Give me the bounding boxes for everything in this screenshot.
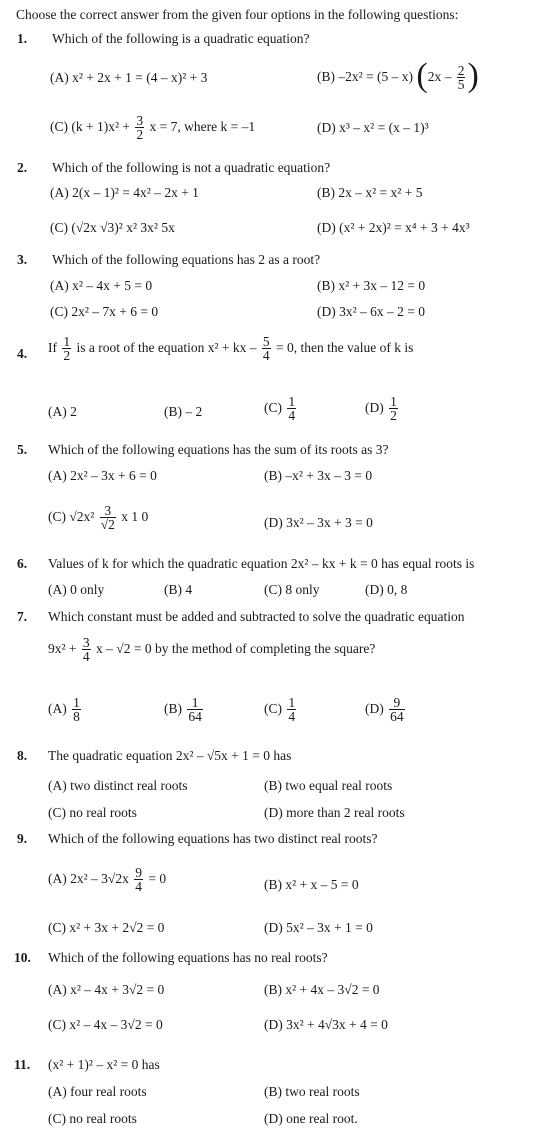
option-b: (B) –x² + 3x – 3 = 0 bbox=[264, 468, 373, 483]
option-a: (A) two distinct real roots bbox=[48, 778, 188, 793]
question-text: Which of the following equations has 2 as a root? bbox=[52, 252, 321, 267]
question-text: Which of the following equations has no real roots? bbox=[48, 950, 328, 965]
question-text: The quadratic equation 2x² – √5x + 1 = 0 has bbox=[48, 748, 292, 763]
option-c: (C) √2x² $\frac{3}{√2}$ x 1 0 bbox=[48, 503, 149, 533]
option-b: (B) x² + 4x – 3√2 = 0 bbox=[264, 982, 380, 997]
question-number: 4. bbox=[17, 346, 28, 361]
option-a: (A) four real roots bbox=[48, 1084, 147, 1099]
option-b: (B) $\frac{1}{64}$ bbox=[164, 695, 202, 725]
option-d: (D) 3x² + 4√3x + 4 = 0 bbox=[264, 1017, 388, 1032]
option-d: (D) (x² + 2x)² = x⁴ + 3 + 4x³ bbox=[317, 220, 470, 235]
option-d: (D) $\frac{1}{2}$ bbox=[365, 394, 397, 424]
question-number: 1. bbox=[17, 31, 28, 46]
option-c: (C) $\frac{1}{4}$ bbox=[264, 394, 296, 424]
question-text: Which constant must be added and subtracted to solve the quadratic equation bbox=[48, 609, 465, 624]
option-d: (D) more than 2 real roots bbox=[264, 805, 405, 820]
question-number: 6. bbox=[17, 556, 28, 571]
instructions: Choose the correct answer from the given four options in the following questions: bbox=[16, 7, 459, 22]
option-c: (C) no real roots bbox=[48, 805, 137, 820]
question-text: Which of the following equations has two distinct real roots? bbox=[48, 831, 378, 846]
question-number: 3. bbox=[17, 252, 28, 267]
option-b: (B) –2x² = (5 – x) (2x – $\frac{2}{5}$ ) bbox=[317, 56, 479, 94]
option-a: (A) 2(x – 1)² = 4x² – 2x + 1 bbox=[50, 185, 199, 200]
option-d: (D) 3x² – 3x + 3 = 0 bbox=[264, 515, 373, 530]
option-b: (B) x² + x – 5 = 0 bbox=[264, 877, 359, 892]
question-number: 11. bbox=[14, 1057, 31, 1072]
option-c: (C) 2x² – 7x + 6 = 0 bbox=[50, 304, 159, 319]
option-a: (A) 2 bbox=[48, 404, 77, 419]
option-a: (A) 2x² – 3x + 6 = 0 bbox=[48, 468, 157, 483]
option-c: (C) no real roots bbox=[48, 1111, 137, 1126]
option-a: (A) x² – 4x + 3√2 = 0 bbox=[48, 982, 165, 997]
option-d: (D) $\frac{9}{64}$ bbox=[365, 695, 404, 725]
question-number: 8. bbox=[17, 748, 28, 763]
question-text: (x² + 1)² – x² = 0 has bbox=[48, 1057, 160, 1072]
option-d: (D) 0, 8 bbox=[365, 582, 408, 597]
option-b: (B) 2x – x² = x² + 5 bbox=[317, 185, 423, 200]
option-a: (A) 2x² – 3√2x $\frac{9}{4}$ = 0 bbox=[48, 865, 167, 895]
option-c: (C) 8 only bbox=[264, 582, 320, 597]
option-a: (A) $\frac{1}{8}$ bbox=[48, 695, 80, 725]
option-b: (B) x² + 3x – 12 = 0 bbox=[317, 278, 426, 293]
option-d: (D) 3x² – 6x – 2 = 0 bbox=[317, 304, 426, 319]
option-a: (A) x² + 2x + 1 = (4 – x)² + 3 bbox=[50, 70, 208, 85]
question-number: 5. bbox=[17, 442, 28, 457]
option-c: (C) $\frac{1}{4}$ bbox=[264, 695, 296, 725]
question-number: 2. bbox=[17, 160, 28, 175]
option-a: (A) x² – 4x + 5 = 0 bbox=[50, 278, 153, 293]
option-c: (C) x² + 3x + 2√2 = 0 bbox=[48, 920, 165, 935]
option-b: (B) 4 bbox=[164, 582, 193, 597]
question-text: Which of the following equations has the sum of its roots as 3? bbox=[48, 442, 389, 457]
question-text: Which of the following is a quadratic equation? bbox=[52, 31, 310, 46]
option-c: (C) x² – 4x – 3√2 = 0 bbox=[48, 1017, 163, 1032]
option-c: (C) (√2x √3)² x² 3x² 5x bbox=[50, 220, 175, 235]
option-b: (B) two equal real roots bbox=[264, 778, 393, 793]
option-c: (C) (k + 1)x² + $\frac{3}{2}$ x = 7, where k = –1 bbox=[50, 113, 256, 143]
question-number: 10. bbox=[14, 950, 31, 965]
option-d: (D) x³ – x² = (x – 1)³ bbox=[317, 120, 429, 135]
option-d: (D) 5x² – 3x + 1 = 0 bbox=[264, 920, 373, 935]
question-equation: 9x² + $\frac{3}{4}$ x – √2 = 0 by the method of completing the square? bbox=[48, 635, 376, 665]
option-d: (D) one real root. bbox=[264, 1111, 358, 1126]
option-b: (B) two real roots bbox=[264, 1084, 360, 1099]
question-text: If $\frac{1}{2}$ is a root of the equation x² + kx – $\frac{5}{4}$ = 0, then the value of k is bbox=[48, 334, 414, 364]
question-text: Values of k for which the quadratic equation 2x² – kx + k = 0 has equal roots is bbox=[48, 556, 475, 571]
question-text: Which of the following is not a quadratic equation? bbox=[52, 160, 331, 175]
question-number: 9. bbox=[17, 831, 28, 846]
option-a: (A) 0 only bbox=[48, 582, 105, 597]
option-b: (B) – 2 bbox=[164, 404, 203, 419]
question-number: 7. bbox=[17, 609, 28, 624]
